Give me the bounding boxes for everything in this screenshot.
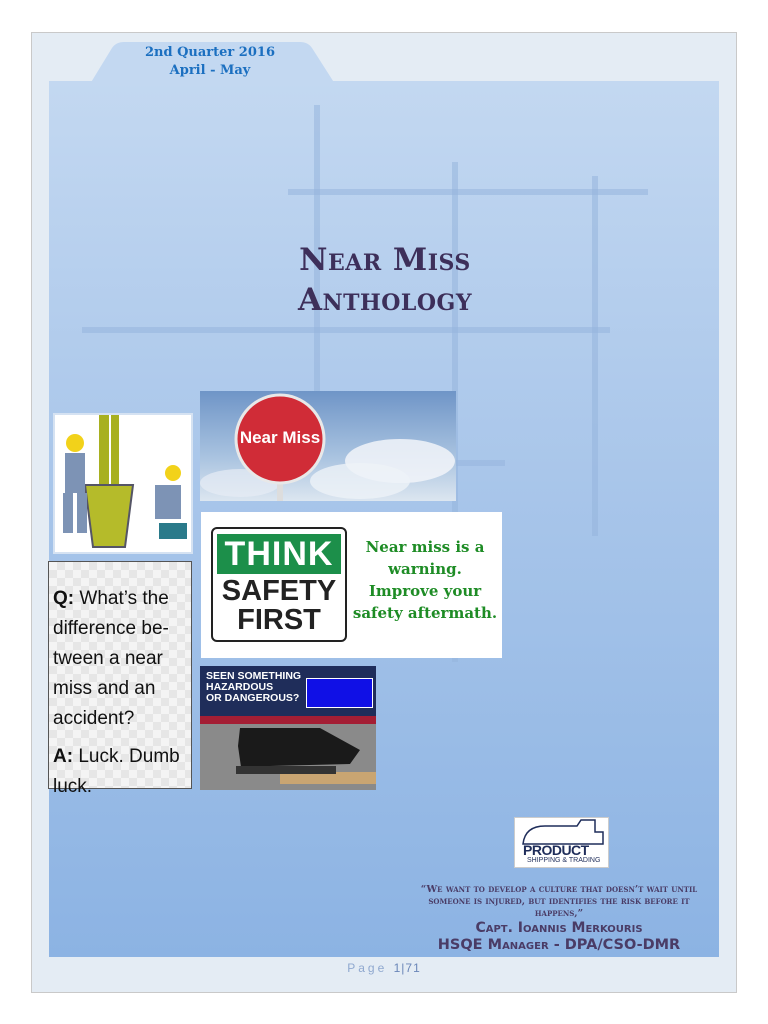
title-line-2: Anthology	[297, 282, 473, 318]
hazard-poster	[200, 666, 376, 790]
think-safety-panel	[201, 512, 502, 658]
logo-name: PRODUCT	[523, 842, 589, 858]
think-label: THINK	[217, 534, 341, 574]
deco-line	[592, 176, 598, 536]
logo-sub: SHIPPING & TRADING	[527, 857, 601, 864]
near-miss-message: Near miss is a warning. Improve your safety aftermath.	[352, 538, 498, 622]
question-text: What’s the difference be-tween a near miss and an accident?	[53, 588, 169, 729]
first-label: FIRST	[237, 604, 321, 636]
header-date	[90, 44, 330, 80]
manager-quote: “We want to develop a culture that doesn’t wait until someone is injured, but identifies the risk before it happens,”	[420, 884, 698, 919]
company-logo	[514, 817, 609, 868]
deco-line	[82, 327, 610, 333]
think-safety-sign	[211, 527, 347, 642]
hazard-line-2: HAZARDOUS	[206, 681, 274, 693]
page-footer	[0, 961, 768, 975]
header-quarter: 2nd Quarter 2016	[145, 45, 275, 60]
a-label: A:	[53, 746, 74, 767]
deco-line	[288, 189, 648, 195]
title-line-1: Near Miss	[299, 242, 471, 278]
stop-sign-label: Near Miss	[239, 428, 321, 447]
hazard-line-3: OR DANGEROUS?	[206, 692, 300, 704]
quote-author: Capt. Ioannis Merkouris	[475, 920, 643, 936]
page-separator: |	[401, 961, 406, 975]
workers-illustration	[53, 413, 193, 554]
page-number: 1	[393, 961, 402, 975]
author-role: HSQE Manager - DPA/CSO-DMR	[437, 937, 681, 953]
answer	[53, 742, 187, 802]
q-label: Q:	[53, 588, 75, 609]
question	[53, 584, 187, 734]
safety-label: SAFETY	[221, 575, 337, 607]
near-miss-sign-photo	[200, 391, 456, 501]
boot-drawing	[200, 666, 376, 790]
answer-text: Luck. Dumb luck.	[53, 746, 180, 797]
deco-line	[455, 460, 505, 466]
page-total: 71	[405, 961, 421, 975]
qa-card	[48, 561, 192, 797]
header-months: April - May	[169, 63, 251, 78]
page-word: Page	[347, 961, 388, 975]
hazard-line-1: SEEN SOMETHING	[206, 670, 302, 682]
safety-first-label	[213, 577, 345, 635]
workers-drawing	[55, 415, 191, 552]
page-title	[230, 240, 540, 320]
